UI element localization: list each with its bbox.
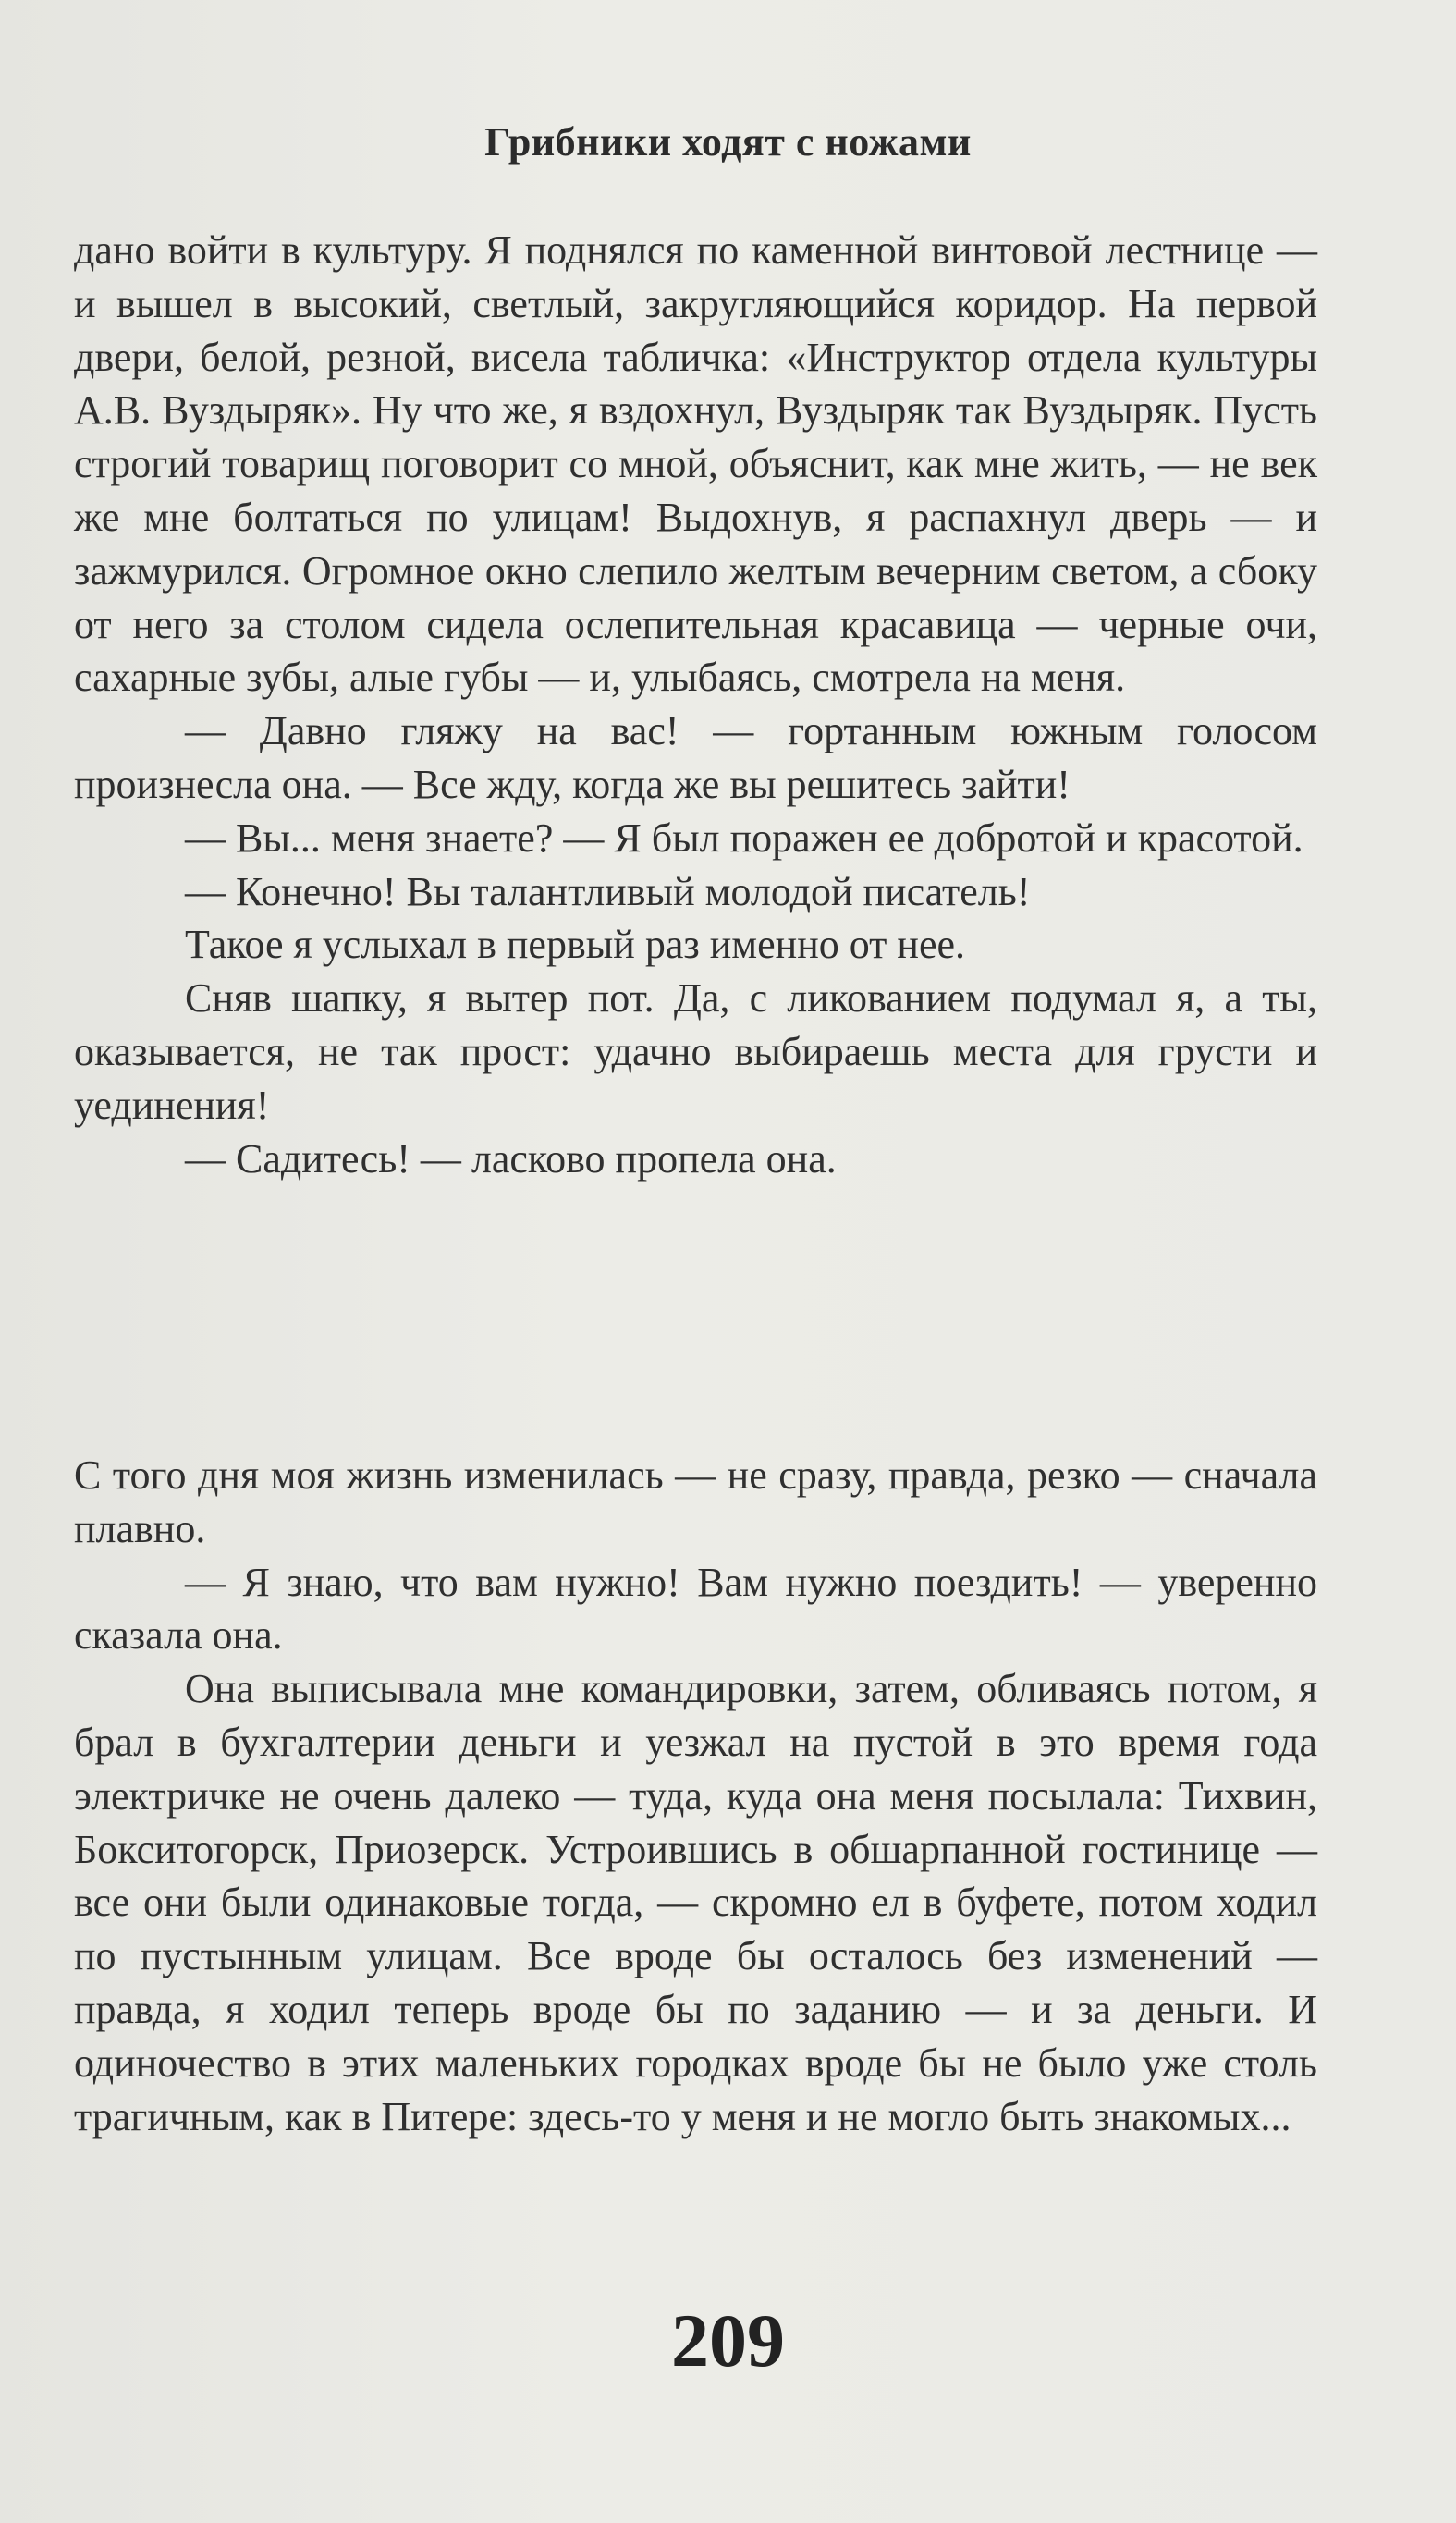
paragraph: дано войти в культуру. Я поднялся по каменной винтовой лестнице — и вышел в высокий, светлый, закругляющийся коридор. На первой двери, белой, резной, висела табличка: «Инструктор отдела культуры А.В. Вуздыряк». Ну что же, я вздохнул, Вуздыряк так Вуздыряк. Пусть строгий товарищ поговорит со мной, объяснит, как мне жить, — не век же мне болтаться по улицам! Выдохнув, я распахнул дверь — и зажмурился. Огромное окно слепило желтым вечерним светом, а сбоку от него за столом сидела ослепительная красавица — черные очи, сахарные зубы, алые губы — и, улыбаясь, смотрела на меня. xyxy=(74,227,1317,701)
paragraph: Сняв шапку, я вытер пот. Да, с ликованием подумал я, а ты, оказывается, не так прост: удачно выбираешь места для грусти и уединения! xyxy=(74,975,1317,1128)
paragraph: — Я знаю, что вам нужно! Вам нужно поездить! — уверенно сказала она. xyxy=(74,1559,1317,1659)
paragraph: — Давно гляжу на вас! — гортанным южным голосом произнесла она. — Все жду, когда же вы решитесь зайти! xyxy=(74,708,1317,807)
text-block-1 xyxy=(74,224,1317,1185)
paragraph: Она выписывала мне командировки, затем, обливаясь потом, я брал в бухгалтерии деньги и уезжал на пустой в это время года электричке не очень далеко — туда, куда она меня посылала: Тихвин, Бокситогорск, Приозерск. Устроившись в обшарпанной гостинице — все они были одинаковые тогда, — скромно ел в буфете, потом ходил по пустынным улицам. Все вроде бы осталось без изменений — правда, я ходил теперь вроде бы по заданию — и за деньги. И одиночество в этих маленьких городках вроде бы не было уже столь трагичным, как в Питере: здесь-то у меня и не могло быть знакомых... xyxy=(74,1666,1317,2139)
paragraph: — Вы... меня знаете? — Я был поражен ее добротой и красотой. xyxy=(185,814,1303,861)
paragraph: С того дня моя жизнь изменилась — не сразу, правда, резко — сначала плавно. xyxy=(74,1452,1317,1551)
paragraph: — Конечно! Вы талантливый молодой писатель! xyxy=(185,868,1031,914)
running-header: Грибники ходят с ножами xyxy=(484,119,972,165)
paragraph: — Садитесь! — ласково пропела она. xyxy=(185,1135,837,1182)
text-block-2 xyxy=(74,1449,1317,2143)
paragraph: Такое я услыхал в первый раз именно от нее. xyxy=(185,922,966,968)
page-number: 209 xyxy=(671,2298,785,2382)
